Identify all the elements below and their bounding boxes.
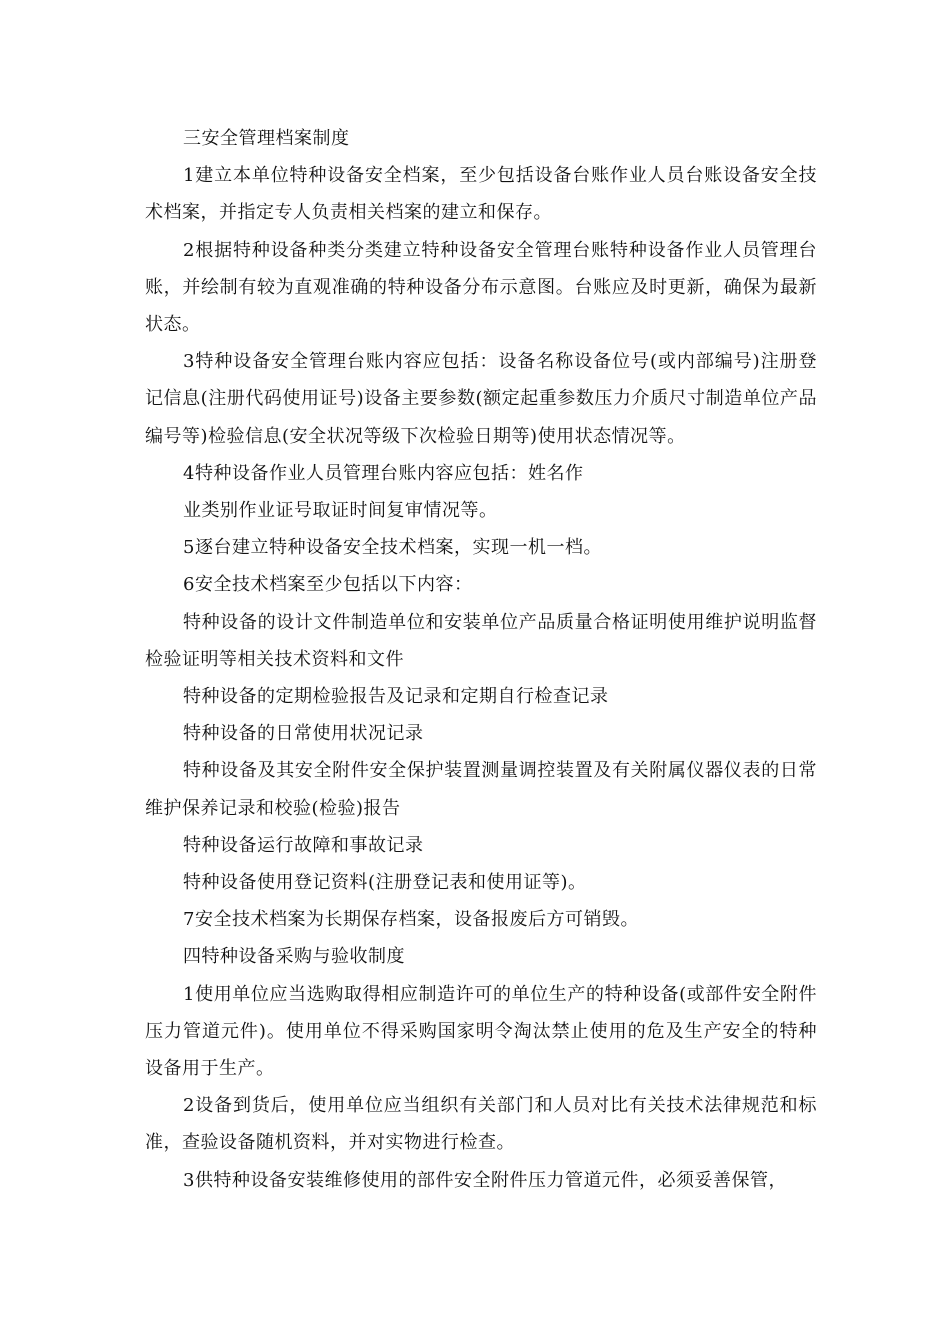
paragraph: 6安全技术档案至少包括以下内容： (183, 574, 473, 596)
paragraph: 2根据特种设备种类分类建立特种设备安全管理台账特种设备作业人员管理台账，并绘制有较为直观准确的特种设备分布示意图。台账应及时更新，确保为最新状态。 (145, 239, 817, 336)
document-body (145, 120, 817, 1199)
paragraph: 3特种设备安全管理台账内容应包括：设备名称设备位号(或内部编号)注册登记信息(注册代码使用证号)设备主要参数(额定起重参数压力介质尺寸制造单位产品编号等)检验信息(安全状况等级下次检验日期等)使用状态情况等。 (145, 351, 817, 447)
paragraph: 业类别作业证号取证时间复审情况等。 (183, 500, 498, 522)
paragraph: 5逐台建立特种设备安全技术档案，实现一机一档。 (183, 537, 602, 559)
list-item: 特种设备运行故障和事故记录 (183, 834, 424, 856)
list-item: 特种设备使用登记资料(注册登记表和使用证等)。 (183, 872, 587, 894)
paragraph: 4特种设备作业人员管理台账内容应包括：姓名作 (183, 462, 584, 484)
list-item: 特种设备及其安全附件安全保护装置测量调控装置及有关附属仪器仪表的日常维护保养记录和校验(检验)报告 (145, 760, 817, 819)
section-heading-3: 三安全管理档案制度 (183, 128, 350, 149)
list-item: 特种设备的设计文件制造单位和安装单位产品质量合格证明使用维护说明监督检验证明等相关技术资料和文件 (145, 611, 817, 670)
paragraph: 2设备到货后，使用单位应当组织有关部门和人员对比有关技术法律规范和标准，查验设备随机资料，并对实物进行检查。 (145, 1095, 817, 1154)
paragraph: 3供特种设备安装维修使用的部件安全附件压力管道元件，必须妥善保管， (183, 1169, 787, 1191)
paragraph: 1使用单位应当选购取得相应制造许可的单位生产的特种设备(或部件安全附件压力管道元件)。使用单位不得采购国家明令淘汰禁止使用的危及生产安全的特种设备用于生产。 (145, 983, 817, 1080)
paragraph: 7安全技术档案为长期保存档案，设备报废后方可销毁。 (183, 909, 639, 931)
list-item: 特种设备的日常使用状况记录 (183, 723, 424, 745)
section-heading-4: 四特种设备采购与验收制度 (183, 946, 405, 968)
paragraph: 1建立本单位特种设备安全档案，至少包括设备台账作业人员台账设备安全技术档案，并指定专人负责相关档案的建立和保存。 (145, 165, 817, 224)
list-item: 特种设备的定期检验报告及记录和定期自行检查记录 (183, 686, 609, 708)
